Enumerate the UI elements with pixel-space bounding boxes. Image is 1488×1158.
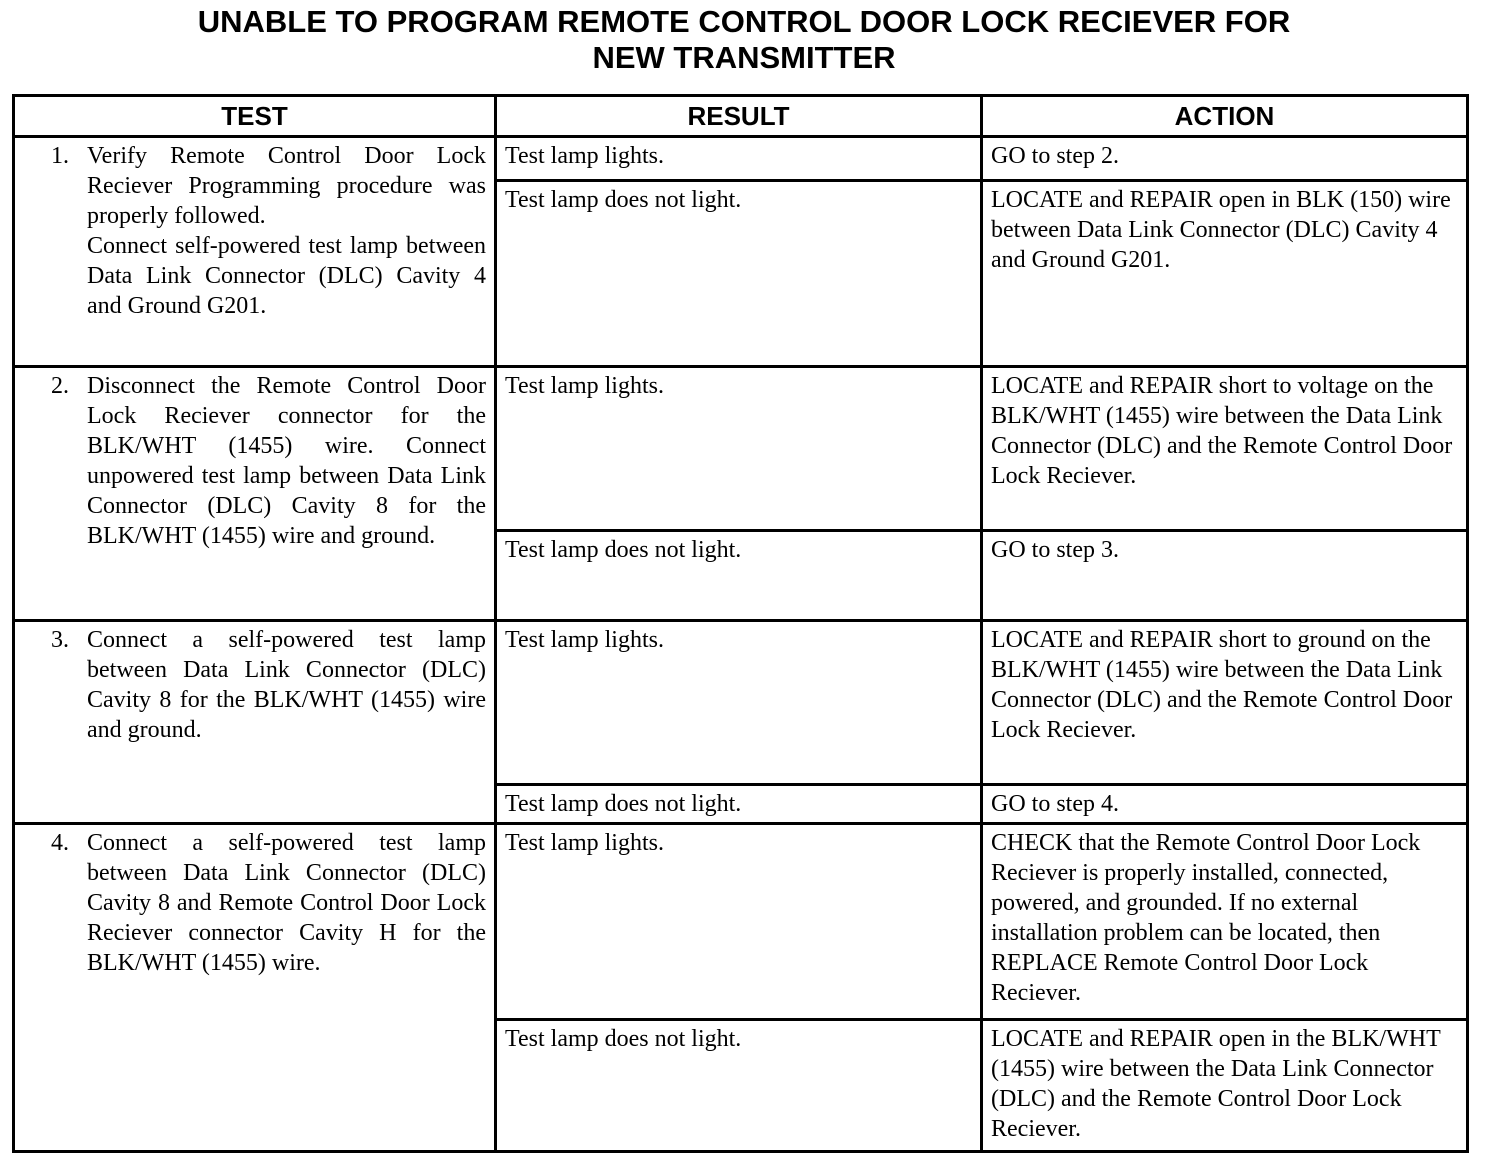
header-action: ACTION xyxy=(982,96,1468,137)
action-cell: LOCATE and REPAIR short to ground on the BLK/WHT (1455) wire between the Data Link Connector (DLC) and the Remote Control Door Lock Reciever. xyxy=(982,621,1468,785)
result-cell: Test lamp lights. xyxy=(496,137,982,181)
table-row xyxy=(14,621,1468,785)
header-row xyxy=(14,96,1468,137)
result-cell: Test lamp lights. xyxy=(496,621,982,785)
test-cell-step-1 xyxy=(14,137,496,367)
title-line-1: UNABLE TO PROGRAM REMOTE CONTROL DOOR LOCK RECIEVER FOR xyxy=(197,4,1291,39)
result-cell: Test lamp does not light. xyxy=(496,1020,982,1152)
step-number: 2. xyxy=(51,373,69,399)
header-test: TEST xyxy=(14,96,496,137)
header-result: RESULT xyxy=(496,96,982,137)
action-cell: CHECK that the Remote Control Door Lock Reciever is properly installed, connected, powered, and grounded. If no external installation problem can be located, then REPLACE Remote Control Door Lock Reciever. xyxy=(982,824,1468,1020)
result-cell: Test lamp lights. xyxy=(496,367,982,531)
action-cell: GO to step 2. xyxy=(982,137,1468,181)
result-cell: Test lamp does not light. xyxy=(496,785,982,824)
page-title xyxy=(0,4,1488,76)
action-cell: LOCATE and REPAIR open in BLK (150) wire between Data Link Connector (DLC) Cavity 4 and Ground G201. xyxy=(982,181,1468,367)
step-number: 4. xyxy=(51,830,69,856)
title-line-2: NEW TRANSMITTER xyxy=(592,40,896,75)
diagnostic-table xyxy=(12,94,1469,1153)
test-cell-step-3 xyxy=(14,621,496,824)
table-row xyxy=(14,824,1468,1020)
action-cell: GO to step 3. xyxy=(982,531,1468,621)
table-row xyxy=(14,367,1468,531)
result-cell: Test lamp does not light. xyxy=(496,181,982,367)
test-cell-step-4 xyxy=(14,824,496,1152)
table-row xyxy=(14,137,1468,181)
test-text: Connect a self-powered test lamp between Data Link Connector (DLC) Cavity 8 for the BLK/WHT (1455) wire and ground. xyxy=(87,627,486,743)
result-cell: Test lamp does not light. xyxy=(496,531,982,621)
test-text: Disconnect the Remote Control Door Lock Reciever connector for the BLK/WHT (1455) wire. Connect unpowered test lamp between Data Link Connector (DLC) Cavity 8 for the BLK/WHT (1455) wire and ground. xyxy=(87,373,486,549)
action-cell: LOCATE and REPAIR open in the BLK/WHT (1455) wire between the Data Link Connector (DLC) and the Remote Control Door Lock Reciever. xyxy=(982,1020,1468,1152)
step-number: 3. xyxy=(51,627,69,653)
test-cell-step-2 xyxy=(14,367,496,621)
action-cell: LOCATE and REPAIR short to voltage on the BLK/WHT (1455) wire between the Data Link Connector (DLC) and the Remote Control Door Lock Reciever. xyxy=(982,367,1468,531)
action-cell: GO to step 4. xyxy=(982,785,1468,824)
test-text: Connect self-powered test lamp between Data Link Connector (DLC) Cavity 4 and Ground G201. xyxy=(87,233,486,319)
result-cell: Test lamp lights. xyxy=(496,824,982,1020)
test-text: Verify Remote Control Door Lock Reciever Programming procedure was properly followed. xyxy=(87,143,486,229)
test-text: Connect a self-powered test lamp between Data Link Connector (DLC) Cavity 8 and Remote Control Door Lock Reciever connector Cavity H for the BLK/WHT (1455) wire. xyxy=(87,830,486,976)
step-number: 1. xyxy=(51,143,69,169)
